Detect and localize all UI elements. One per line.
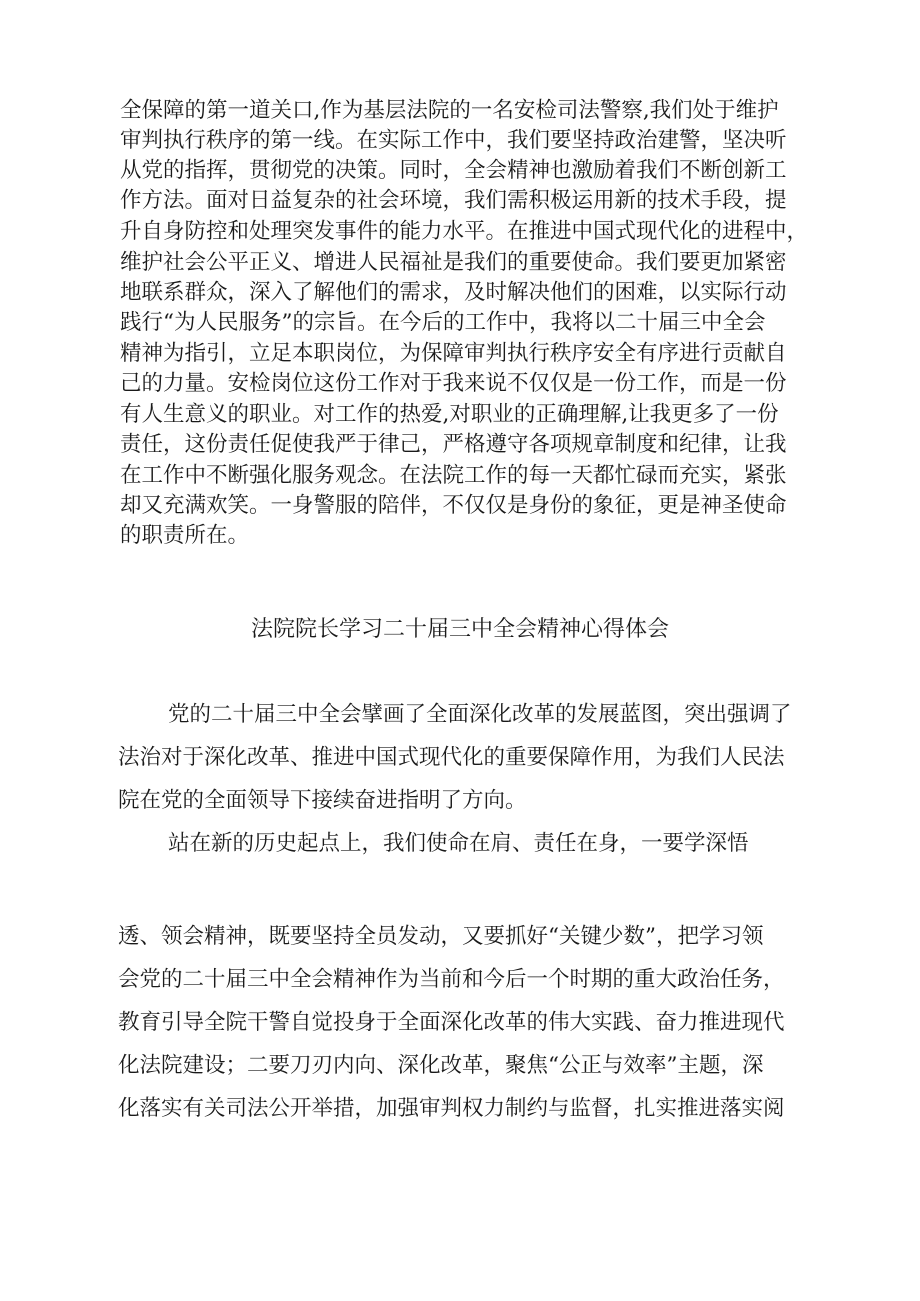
text-line: 作方法。面对日益复杂的社会环境，我们需积极运用新的技术手段，提 [120,188,787,213]
text-line: 透、领会精神，既要坚持全员发动，又要抓好“关键少数”，把学习领 [118,924,764,949]
text-line: 维护社会公平正义、增进人民福祉是我们的重要使命。我们要更加紧密 [120,250,787,275]
text-line: 却又充满欢笑。一身警服的陪伴，不仅仅是身份的象征，更是神圣使命 [120,493,787,518]
text-line: 法治对于深化改革、推进中国式现代化的重要保障作用，为我们人民法 [118,745,785,770]
text-line: 的职责所在。 [120,523,250,548]
text-line: 从党的指挥，贯彻党的决策。同时，全会精神也激励着我们不断创新工 [120,158,787,183]
text-line: 精神为指引，立足本职岗位，为保障审判执行秩序安全有序进行贡献自 [120,341,787,366]
article-title: 法院院长学习二十届三中全会精神心得体会 [250,617,669,642]
text-line: 教育引导全院干警自觉投身于全面深化改革的伟大实践、奋力推进现代 [118,1010,785,1035]
text-line: 审判执行秩序的第一线。在实际工作中，我们要坚持政治建警，坚决听 [120,128,787,153]
text-line: 己的力量。安检岗位这份工作对于我来说不仅仅是一份工作，而是一份 [120,371,787,396]
text-line: 化法院建设；二要刀刃内向、深化改革，聚焦“公正与效率”主题，深 [118,1053,764,1078]
text-line: 有人生意义的职业。对工作的热爱,对职业的正确理解,让我更多了一份 [120,402,779,427]
text-line: 院在党的全面领导下接续奋进指明了方向。 [118,788,527,813]
text-line: 全保障的第一道关口,作为基层法院的一名安检司法警察,我们处于维护 [120,98,779,123]
text-line: 责任，这份责任促使我严于律己，严格遵守各项规章制度和纪律，让我 [120,432,787,457]
paragraph-first-line: 党的二十届三中全会擘画了全面深化改革的发展蓝图，突出强调了 [168,702,792,727]
text-line: 践行“为人民服务”的宗旨。在今后的工作中，我将以二十届三中全会 [120,310,766,335]
text-line: 会党的二十届三中全会精神作为当前和今后一个时期的重大政治任务， [118,967,785,992]
text-line: 地联系群众，深入了解他们的需求，及时解决他们的困难，以实际行动 [120,280,787,305]
paragraph-first-line: 站在新的历史起点上，我们使命在肩、责任在身，一要学深悟 [168,831,749,856]
text-line: 化落实有关司法公开举措，加强审判权力制约与监督，扎实推进落实阅 [118,1096,785,1121]
text-line: 升自身防控和处理突发事件的能力水平。在推进中国式现代化的进程中， [120,219,809,244]
text-line: 在工作中不断强化服务观念。在法院工作的每一天都忙碌而充实，紧张 [120,463,787,488]
